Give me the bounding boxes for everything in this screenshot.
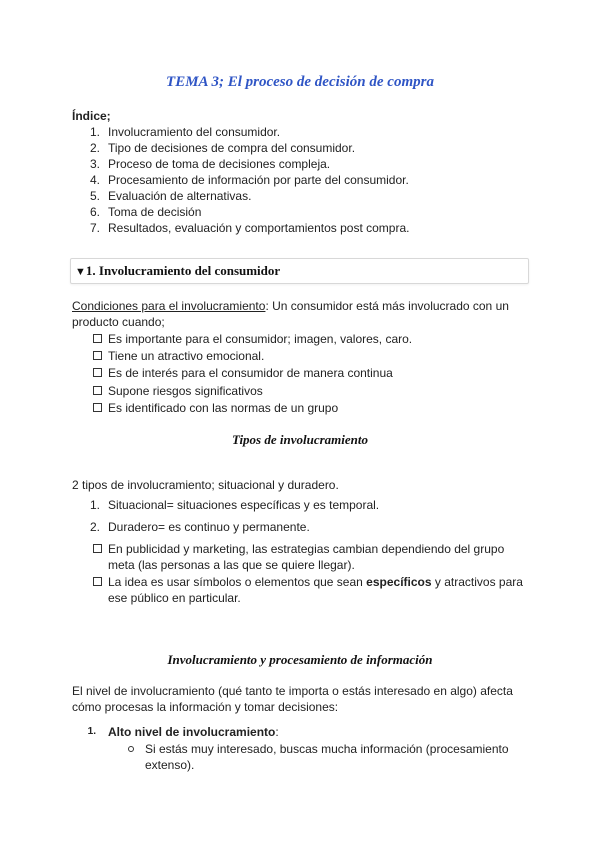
checkbox[interactable] — [93, 544, 102, 553]
toggle-triangle-icon[interactable]: ▼ — [75, 266, 86, 278]
condiciones-paragraph: Condiciones para el involucramiento: Un consumidor está más involucrado con un — [72, 299, 509, 313]
checkbox[interactable] — [93, 351, 102, 360]
document-title: TEMA 3; El proceso de decisión de compra — [166, 74, 434, 90]
checkbox[interactable] — [93, 368, 102, 377]
checkbox[interactable] — [93, 403, 102, 412]
procesamiento-heading: Involucramiento y procesamiento de información — [167, 652, 433, 667]
index-heading: Índice; — [72, 109, 111, 123]
procesamiento-paragraph: El nivel de involucramiento (qué tanto te importa o estás interesado en algo) afecta — [72, 684, 513, 698]
bold-especificos: específicos — [366, 575, 432, 589]
document-page: TEMA 3; El proceso de decisión de compra Índice; 1. Involucramiento del consumidor. 2. Tipo de decisiones de compra del consumidor. 3. Proceso de toma de decisiones compleja. 4. Procesamiento de información por parte del consumidor. 5. Evaluación de alternativas. 6. Toma de decisión 7. Resultados, evaluación y comportamientos post compra. ▼1. Involucramiento del consumidor Condiciones para el involucramiento: Un consumidor está más involucrado con un producto cuando; Es importante para el consumidor; imagen, valores, caro. Tiene un atractivo emocional. Es de interés para el consumidor de manera continua Supone riesgos significativos Es identificado con las normas de un grupo Tipos de involucramiento 2 tipos de involucramiento; situacional y duradero. 1. Situacional= situaciones específicas y es temporal. 2. Duradero= es continuo y permanente. En publicidad y marketing, las estrategias cambian dependiendo del grupo meta (las personas a las que se quiere llegar). La idea es usar símbolos o elementos que sean específicos y atractivos para ese público en particular. Involucramiento y procesamiento de información El nivel de involucramiento (qué tanto te importa o estás interesado en algo) afecta cómo procesas la información y tomar decisiones: 1. Alto nivel de involucramiento: Si estás muy interesado, buscas mucha información (procesamiento extenso). — [0, 0, 600, 848]
procesamiento-paragraph-line2: cómo procesas la información y tomar decisiones: — [72, 700, 339, 714]
section-toggle-involucramiento[interactable] — [70, 258, 529, 284]
checkbox[interactable] — [93, 577, 102, 586]
checkbox[interactable] — [93, 386, 102, 395]
procesamiento-subitem-continuation: extenso). — [145, 758, 195, 772]
alto-nivel-label: Alto nivel de involucramiento — [108, 725, 276, 739]
tipos-intro: 2 tipos de involucramiento; situacional y duradero. — [72, 478, 339, 492]
bullet-circle-icon — [128, 746, 134, 752]
condiciones-label: Condiciones para el involucramiento — [72, 299, 266, 313]
checklist-item-continuation: ese público en particular. — [108, 591, 241, 605]
checklist-item-continuation: meta (las personas a las que se quiere llegar). — [108, 558, 355, 572]
checkbox[interactable] — [93, 334, 102, 343]
tipos-heading: Tipos de involucramiento — [231, 432, 369, 447]
section-heading: 1. Involucramiento del consumidor — [85, 263, 281, 278]
condiciones-paragraph-line2: producto cuando; — [72, 315, 165, 329]
